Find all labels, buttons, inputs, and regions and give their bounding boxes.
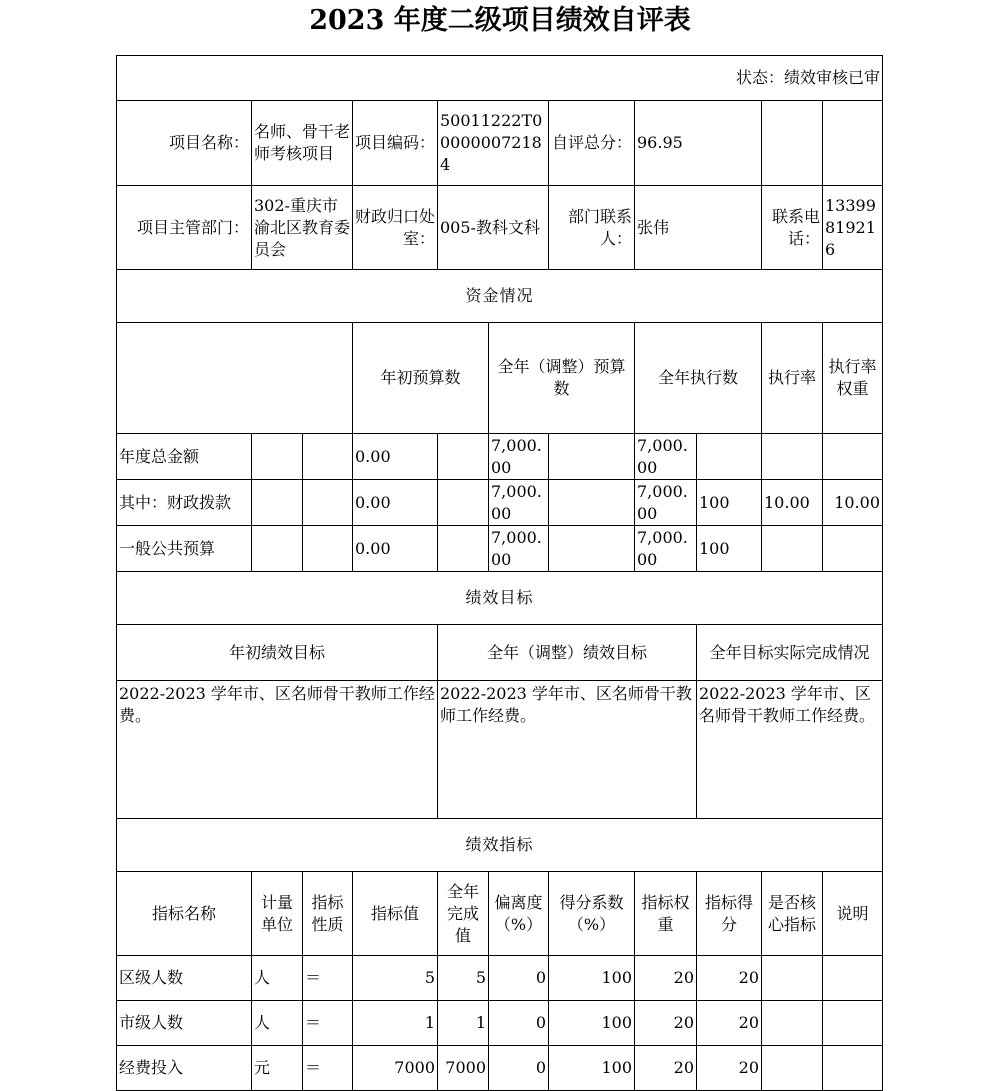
phone-value: 13399819216: [823, 186, 883, 270]
ind-value: 5: [353, 956, 438, 1001]
empty-cell: [549, 480, 635, 526]
ind-unit-header: 计量单位: [252, 872, 303, 956]
ind-name-header: 指标名称: [117, 872, 252, 956]
empty-cell: [762, 101, 823, 186]
finance-label: 财政归口处室：: [353, 186, 438, 270]
initial-goal-text: 2022-2023 学年市、区名师骨干教师工作经费。: [117, 681, 438, 819]
ind-done-header: 全年完成值: [438, 872, 489, 956]
ind-done: 7000: [438, 1046, 489, 1091]
ind-unit: 人: [252, 1001, 303, 1046]
funds-rate: [697, 434, 762, 480]
indicator-row: [117, 1046, 883, 1091]
ind-unit: 人: [252, 956, 303, 1001]
initial-budget-header: 年初预算数: [353, 323, 489, 434]
ind-nature-header: 指标性质: [303, 872, 353, 956]
ind-weight: 20: [635, 1046, 697, 1091]
ind-deviation: 0: [489, 956, 549, 1001]
funds-adjusted: 7,000.00: [489, 434, 549, 480]
ind-note: [823, 1046, 883, 1091]
empty-cell: [117, 323, 353, 434]
funds-row: [117, 434, 883, 480]
ind-weight: 20: [635, 1001, 697, 1046]
score-value: 96.95: [635, 101, 762, 186]
project-name-label: 项目名称：: [117, 101, 252, 186]
ind-done: 5: [438, 956, 489, 1001]
funds-executed: 7,000.00: [635, 434, 697, 480]
funds-score: 10.00: [823, 480, 883, 526]
ind-coef: 100: [549, 1046, 635, 1091]
ind-coef-header: 得分系数（%）: [549, 872, 635, 956]
ind-name: 区级人数: [117, 956, 252, 1001]
empty-cell: [303, 480, 353, 526]
ind-done: 1: [438, 1001, 489, 1046]
dept-value: 302-重庆市渝北区教育委员会: [252, 186, 353, 270]
funds-initial: 0.00: [353, 480, 438, 526]
ind-deviation-header: 偏离度（%）: [489, 872, 549, 956]
ind-core-header: 是否核心指标: [762, 872, 823, 956]
empty-cell: [549, 526, 635, 572]
empty-cell: [438, 526, 489, 572]
funds-executed: 7,000.00: [635, 480, 697, 526]
ind-coef: 100: [549, 956, 635, 1001]
empty-cell: [438, 434, 489, 480]
ind-note: [823, 1001, 883, 1046]
status-text: 状态：绩效审核已审: [117, 56, 883, 101]
project-code-label: 项目编码：: [353, 101, 438, 186]
indicators-section-title: 绩效指标: [117, 819, 883, 872]
funds-executed: 7,000.00: [635, 526, 697, 572]
ind-nature: ＝: [303, 1046, 353, 1091]
initial-goal-header: 年初绩效目标: [117, 625, 438, 681]
funds-weight: [762, 434, 823, 480]
ind-coef: 100: [549, 1001, 635, 1046]
ind-value: 1: [353, 1001, 438, 1046]
finance-value: 005-教科文科: [438, 186, 549, 270]
actual-goal-text: 2022-2023 学年市、区名师骨干教师工作经费。: [697, 681, 883, 819]
empty-cell: [252, 434, 303, 480]
evaluation-table: [116, 55, 883, 1091]
funds-adjusted: 7,000.00: [489, 526, 549, 572]
ind-nature: ＝: [303, 1001, 353, 1046]
ind-score: 20: [697, 956, 762, 1001]
funds-row-label: 年度总金额: [117, 434, 252, 480]
ind-core: [762, 1046, 823, 1091]
ind-core: [762, 1001, 823, 1046]
exec-weight-header: 执行率权重: [823, 323, 883, 434]
ind-name: 市级人数: [117, 1001, 252, 1046]
goals-section-title: 绩效目标: [117, 572, 883, 625]
funds-row-label: 一般公共预算: [117, 526, 252, 572]
funds-score: [823, 434, 883, 480]
funds-rate: 100: [697, 480, 762, 526]
ind-note-header: 说明: [823, 872, 883, 956]
empty-cell: [303, 526, 353, 572]
funds-row-label: 其中：财政拨款: [117, 480, 252, 526]
funds-initial: 0.00: [353, 434, 438, 480]
empty-cell: [549, 434, 635, 480]
ind-name: 经费投入: [117, 1046, 252, 1091]
funds-rate: 100: [697, 526, 762, 572]
contact-value: 张伟: [635, 186, 762, 270]
ind-deviation: 0: [489, 1001, 549, 1046]
page-title: 2023 年度二级项目绩效自评表: [309, 5, 691, 36]
funds-adjusted: 7,000.00: [489, 480, 549, 526]
actual-goal-header: 全年目标实际完成情况: [697, 625, 883, 681]
ind-core: [762, 956, 823, 1001]
funds-initial: 0.00: [353, 526, 438, 572]
adjusted-goal-text: 2022-2023 学年市、区名师骨干教师工作经费。: [438, 681, 697, 819]
funds-weight: 10.00: [762, 480, 823, 526]
contact-label: 部门联系人：: [549, 186, 635, 270]
ind-unit: 元: [252, 1046, 303, 1091]
ind-nature: ＝: [303, 956, 353, 1001]
empty-cell: [303, 434, 353, 480]
adjusted-goal-header: 全年（调整）绩效目标: [438, 625, 697, 681]
funds-score: [823, 526, 883, 572]
exec-rate-header: 执行率: [762, 323, 823, 434]
executed-header: 全年执行数: [635, 323, 762, 434]
ind-weight-header: 指标权重: [635, 872, 697, 956]
funds-row: [117, 526, 883, 572]
project-name-value: 名师、骨干老师考核项目: [252, 101, 353, 186]
ind-score: 20: [697, 1001, 762, 1046]
ind-score-header: 指标得分: [697, 872, 762, 956]
funds-section-title: 资金情况: [117, 270, 883, 323]
ind-note: [823, 956, 883, 1001]
ind-value-header: 指标值: [353, 872, 438, 956]
empty-cell: [438, 480, 489, 526]
project-code-value: 50011222T000000072184: [438, 101, 549, 186]
empty-cell: [252, 480, 303, 526]
empty-cell: [823, 101, 883, 186]
phone-label: 联系电话：: [762, 186, 823, 270]
indicator-row: [117, 1001, 883, 1046]
dept-label: 项目主管部门：: [117, 186, 252, 270]
ind-weight: 20: [635, 956, 697, 1001]
adjusted-budget-header: 全年（调整）预算数: [489, 323, 635, 434]
funds-row: [117, 480, 883, 526]
ind-value: 7000: [353, 1046, 438, 1091]
ind-deviation: 0: [489, 1046, 549, 1091]
empty-cell: [252, 526, 303, 572]
score-label: 自评总分：: [549, 101, 635, 186]
indicator-row: [117, 956, 883, 1001]
funds-weight: [762, 526, 823, 572]
ind-score: 20: [697, 1046, 762, 1091]
